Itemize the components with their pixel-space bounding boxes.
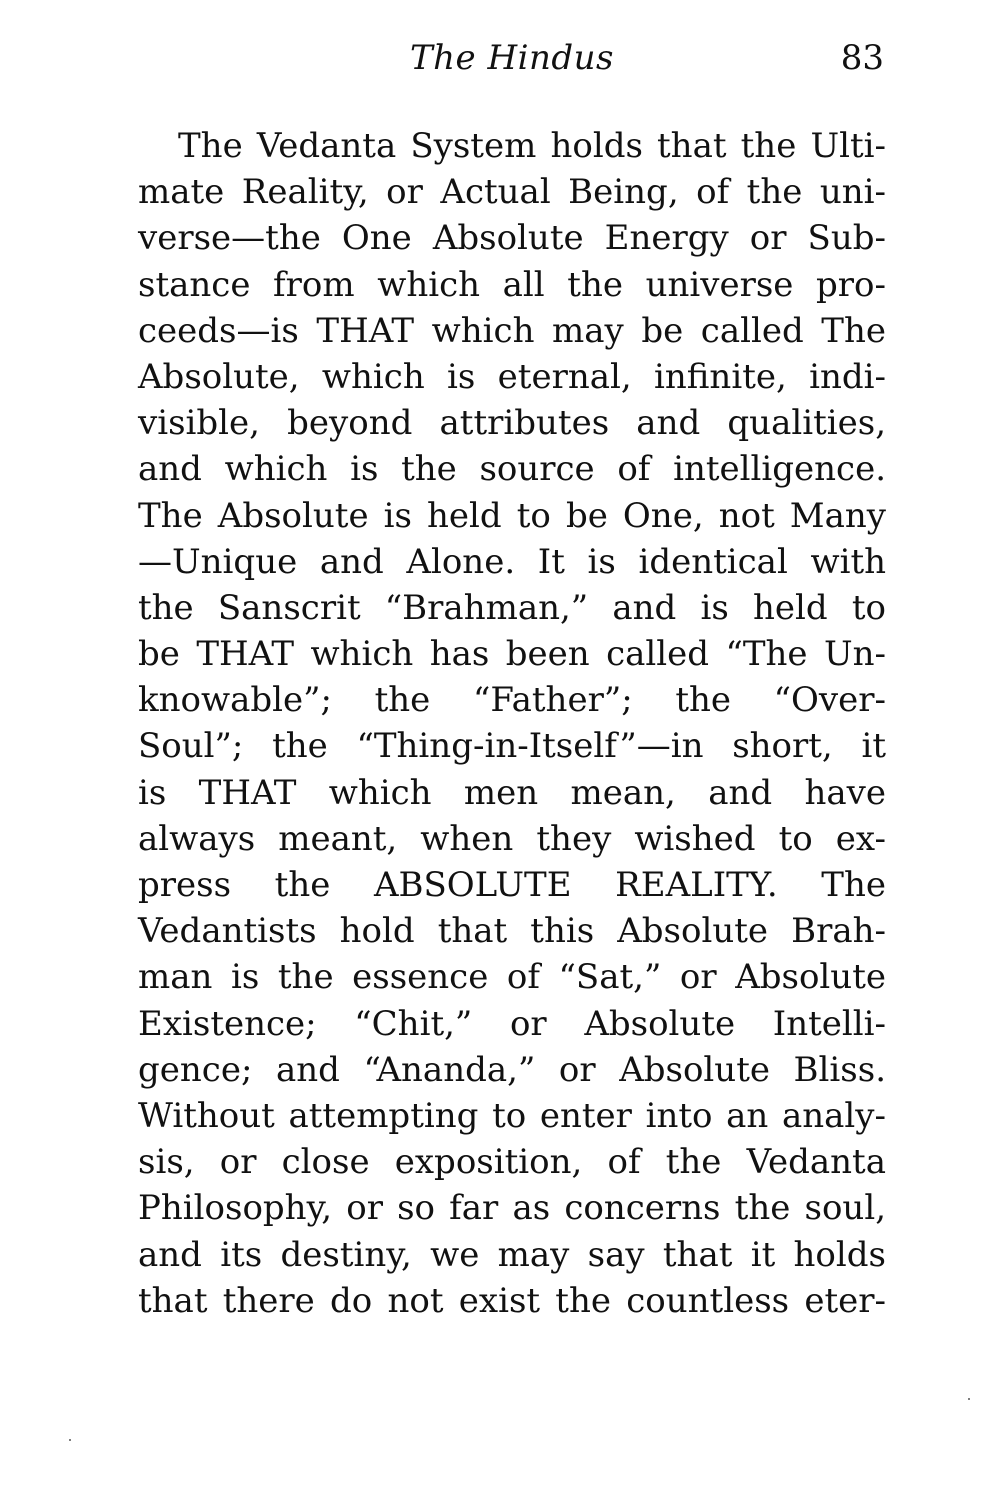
text-line: Vedantists hold that this Absolute Brah- bbox=[138, 911, 886, 952]
text-line: Existence; “Chit,” or Absolute Intelli- bbox=[138, 1003, 886, 1044]
body-paragraph bbox=[138, 123, 886, 1324]
text-line: and its destiny, we may say that it holds bbox=[138, 1234, 886, 1275]
text-line: is THAT which men mean, and have bbox=[138, 772, 886, 813]
text-line: stance from which all the universe pro- bbox=[138, 264, 886, 305]
text-line: The Absolute is held to be One, not Many bbox=[138, 495, 886, 536]
text-line: Without attempting to enter into an analy- bbox=[138, 1095, 886, 1136]
text-line: gence; and “Ananda,” or Absolute Bliss. bbox=[138, 1049, 886, 1090]
text-line: Soul”; the “Thing-in-Itself”—in short, it bbox=[138, 726, 886, 767]
text-line: that there do not exist the countless eter- bbox=[138, 1280, 886, 1321]
text-line: be THAT which has been called “The Un- bbox=[138, 634, 886, 675]
text-line: —Unique and Alone. It is identical with bbox=[138, 541, 886, 582]
text-line: always meant, when they wished to ex- bbox=[138, 818, 886, 859]
running-title: The Hindus bbox=[409, 38, 615, 78]
text-line: visible, beyond attributes and qualities, bbox=[138, 403, 886, 444]
text-line: man is the essence of “Sat,” or Absolute bbox=[138, 957, 886, 998]
text-line: mate Reality, or Actual Being, of the uni- bbox=[138, 172, 886, 213]
text-line: knowable”; the “Father”; the “Over- bbox=[138, 680, 886, 721]
text-line: sis, or close exposition, of the Vedanta bbox=[138, 1142, 886, 1183]
text-line: Philosophy, or so far as concerns the soul, bbox=[138, 1188, 886, 1229]
text-line: press the ABSOLUTE REALITY. The bbox=[138, 865, 886, 905]
text-line: The Vedanta System holds that the Ulti- bbox=[178, 126, 886, 166]
scan-speck bbox=[968, 1398, 970, 1400]
text-line: verse—the One Absolute Energy or Sub- bbox=[138, 218, 886, 259]
page-number: 83 bbox=[840, 38, 884, 78]
text-line: ceeds—is THAT which may be called The bbox=[138, 310, 886, 351]
running-head bbox=[138, 36, 886, 86]
text-line: the Sanscrit “Brahman,” and is held to bbox=[138, 587, 886, 628]
text-line: Absolute, which is eternal, infinite, indi- bbox=[138, 356, 886, 397]
text-line: and which is the source of intelligence. bbox=[138, 449, 886, 490]
scan-speck bbox=[69, 1439, 71, 1441]
